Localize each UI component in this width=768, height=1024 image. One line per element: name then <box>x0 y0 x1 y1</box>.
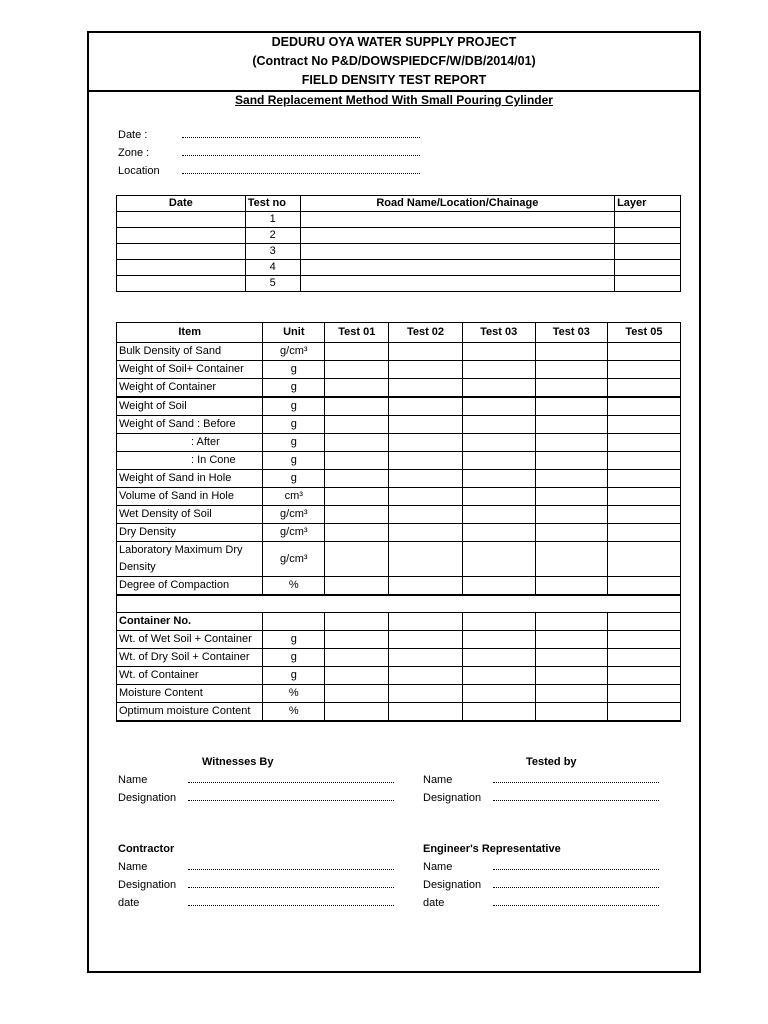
result-cell <box>325 361 389 379</box>
unit-cell: g <box>263 379 325 398</box>
result-cell <box>607 397 680 416</box>
table-row <box>117 667 681 685</box>
table-row <box>117 361 681 379</box>
item-cell: Wet Density of Soil <box>117 506 263 524</box>
location-fill-line <box>182 165 420 174</box>
item-cell: Weight of Soil+ Container <box>117 361 263 379</box>
date-fill-line <box>188 897 394 906</box>
result-cell <box>462 379 535 398</box>
designation-fill-line <box>493 879 659 888</box>
date-label: date <box>118 897 140 909</box>
layer-cell <box>615 212 681 228</box>
contractor-title: Contractor <box>118 843 175 855</box>
tested-by-title: Tested by <box>526 756 577 768</box>
name-label: Name <box>423 774 453 786</box>
result-cell <box>607 343 680 361</box>
road-cell <box>300 228 614 244</box>
report-header <box>87 31 701 92</box>
empty-cell <box>325 613 389 631</box>
result-cell <box>325 434 389 452</box>
empty-cell <box>263 613 325 631</box>
result-cell <box>607 361 680 379</box>
unit-cell: g <box>263 416 325 434</box>
result-cell <box>462 452 535 470</box>
result-cell <box>462 361 535 379</box>
witnesses-block <box>118 753 394 807</box>
designation-label: Designation <box>118 792 177 804</box>
item-cell: Weight of Soil <box>117 397 263 416</box>
unit-cell: g/cm³ <box>263 343 325 361</box>
result-cell <box>535 434 607 452</box>
table-row <box>117 276 681 292</box>
table-row <box>117 343 681 361</box>
result-cell <box>389 434 462 452</box>
unit-cell: g <box>263 631 325 649</box>
table-row <box>117 212 681 228</box>
result-cell <box>535 667 607 685</box>
table-row <box>117 379 681 398</box>
result-cell <box>535 524 607 542</box>
item-cell: Weight of Container <box>117 379 263 398</box>
result-cell <box>607 649 680 667</box>
result-cell <box>607 703 680 722</box>
unit-cell: g/cm³ <box>263 506 325 524</box>
road-cell <box>300 244 614 260</box>
col-header-test-03b: Test 03 <box>535 323 607 343</box>
result-cell <box>607 488 680 506</box>
name-fill-line <box>188 774 394 783</box>
table-row <box>117 452 681 470</box>
result-cell <box>325 631 389 649</box>
table-header-row <box>117 323 681 343</box>
name-label: Name <box>118 861 148 873</box>
name-label: Name <box>423 861 453 873</box>
result-cell <box>389 703 462 722</box>
test-location-table <box>116 195 681 292</box>
result-cell <box>389 416 462 434</box>
date-label: Date : <box>118 129 148 141</box>
table-row <box>117 703 681 722</box>
col-header-test-03: Test 03 <box>462 323 535 343</box>
result-cell <box>607 667 680 685</box>
result-cell <box>607 524 680 542</box>
result-cell <box>607 542 680 577</box>
result-cell <box>462 703 535 722</box>
table-row <box>117 260 681 276</box>
result-cell <box>325 506 389 524</box>
result-cell <box>325 542 389 577</box>
result-cell <box>535 416 607 434</box>
date-cell <box>117 276 246 292</box>
item-cell: Moisture Content <box>117 685 263 703</box>
result-cell <box>325 524 389 542</box>
table-row <box>117 506 681 524</box>
unit-cell: g <box>263 649 325 667</box>
result-cell <box>535 452 607 470</box>
col-header-layer: Layer <box>615 196 681 212</box>
result-cell <box>462 434 535 452</box>
result-cell <box>325 397 389 416</box>
test-no-cell: 3 <box>245 244 300 260</box>
unit-cell: g <box>263 452 325 470</box>
result-cell <box>607 416 680 434</box>
result-cell <box>389 379 462 398</box>
result-cell <box>535 379 607 398</box>
road-cell <box>300 260 614 276</box>
result-cell <box>389 685 462 703</box>
result-cell <box>325 703 389 722</box>
item-cell: : After <box>117 434 263 452</box>
road-cell <box>300 276 614 292</box>
layer-cell <box>615 260 681 276</box>
col-header-item: Item <box>117 323 263 343</box>
table-row <box>117 649 681 667</box>
layer-cell <box>615 276 681 292</box>
table-header-row <box>117 196 681 212</box>
name-fill-line <box>493 861 659 870</box>
report-title: FIELD DENSITY TEST REPORT <box>301 73 487 87</box>
result-cell <box>325 488 389 506</box>
item-cell: Weight of Sand : Before <box>117 416 263 434</box>
empty-cell <box>462 613 535 631</box>
col-header-test-05: Test 05 <box>607 323 680 343</box>
unit-cell: % <box>263 577 325 596</box>
unit-cell: g <box>263 470 325 488</box>
table-row <box>117 434 681 452</box>
layer-cell <box>615 228 681 244</box>
col-header-test-02: Test 02 <box>389 323 462 343</box>
item-cell: Wt. of Wet Soil + Container <box>117 631 263 649</box>
result-cell <box>535 685 607 703</box>
location-field <box>118 165 420 177</box>
result-cell <box>462 343 535 361</box>
col-header-road: Road Name/Location/Chainage <box>300 196 614 212</box>
result-cell <box>389 667 462 685</box>
table-row <box>117 470 681 488</box>
table-row <box>117 228 681 244</box>
zone-field <box>118 147 420 159</box>
result-cell <box>389 452 462 470</box>
table-row <box>117 524 681 542</box>
result-cell <box>535 631 607 649</box>
item-cell: Optimum moisture Content <box>117 703 263 722</box>
unit-cell: g/cm³ <box>263 524 325 542</box>
result-cell <box>462 685 535 703</box>
result-cell <box>462 397 535 416</box>
result-cell <box>389 649 462 667</box>
result-cell <box>462 416 535 434</box>
table-row <box>117 397 681 416</box>
empty-cell <box>389 613 462 631</box>
result-cell <box>325 343 389 361</box>
result-cell <box>607 631 680 649</box>
date-cell <box>117 228 246 244</box>
item-cell: Dry Density <box>117 524 263 542</box>
test-no-cell: 4 <box>245 260 300 276</box>
road-cell <box>300 212 614 228</box>
item-cell: Wt. of Dry Soil + Container <box>117 649 263 667</box>
result-cell <box>389 506 462 524</box>
result-cell <box>462 649 535 667</box>
result-cell <box>607 379 680 398</box>
spacer-row <box>117 595 681 613</box>
date-fill-line <box>182 129 420 138</box>
empty-cell <box>535 613 607 631</box>
result-cell <box>325 379 389 398</box>
result-cell <box>462 577 535 596</box>
result-cell <box>607 434 680 452</box>
result-cell <box>462 631 535 649</box>
table-row <box>117 416 681 434</box>
col-header-date: Date <box>117 196 246 212</box>
table-row <box>117 488 681 506</box>
method-subtitle: Sand Replacement Method With Small Pouring Cylinder <box>235 93 553 107</box>
result-cell <box>607 506 680 524</box>
result-cell <box>535 488 607 506</box>
project-title: DEDURU OYA WATER SUPPLY PROJECT <box>271 35 517 49</box>
result-cell <box>535 542 607 577</box>
zone-label: Zone : <box>118 147 150 159</box>
item-cell: Laboratory Maximum Dry Density <box>117 542 263 577</box>
result-cell <box>389 542 462 577</box>
contractor-block <box>118 840 394 912</box>
col-header-unit: Unit <box>263 323 325 343</box>
table-row <box>117 542 681 577</box>
result-cell <box>535 577 607 596</box>
date-cell <box>117 260 246 276</box>
layer-cell <box>615 244 681 260</box>
result-cell <box>325 416 389 434</box>
table-row <box>117 577 681 596</box>
unit-cell: g <box>263 434 325 452</box>
empty-cell <box>607 613 680 631</box>
item-cell: Volume of Sand in Hole <box>117 488 263 506</box>
result-cell <box>535 649 607 667</box>
contract-number: (Contract No P&D/DOWSPIEDCF/W/DB/2014/01) <box>252 54 536 68</box>
result-cell <box>535 506 607 524</box>
item-cell: Weight of Sand in Hole <box>117 470 263 488</box>
tested-by-block <box>423 753 659 807</box>
unit-cell: g/cm³ <box>263 542 325 577</box>
item-cell: Bulk Density of Sand <box>117 343 263 361</box>
engineer-title: Engineer's Representative <box>423 843 561 855</box>
name-fill-line <box>493 774 659 783</box>
designation-label: Designation <box>423 792 482 804</box>
unit-cell: cm³ <box>263 488 325 506</box>
designation-fill-line <box>493 792 659 801</box>
unit-cell: g <box>263 667 325 685</box>
result-cell <box>389 488 462 506</box>
test-no-cell: 5 <box>245 276 300 292</box>
result-cell <box>389 343 462 361</box>
designation-label: Designation <box>423 879 482 891</box>
name-fill-line <box>188 861 394 870</box>
result-cell <box>535 470 607 488</box>
result-cell <box>325 685 389 703</box>
date-fill-line <box>493 897 659 906</box>
container-header-row <box>117 613 681 631</box>
result-cell <box>462 667 535 685</box>
result-cell <box>325 452 389 470</box>
result-cell <box>389 361 462 379</box>
designation-label: Designation <box>118 879 177 891</box>
location-label: Location <box>118 165 160 177</box>
result-cell <box>389 577 462 596</box>
date-cell <box>117 244 246 260</box>
date-field <box>118 129 420 141</box>
table-row <box>117 631 681 649</box>
density-test-table <box>116 322 681 722</box>
unit-cell: g <box>263 361 325 379</box>
item-cell: : In Cone <box>117 452 263 470</box>
date-label: date <box>423 897 445 909</box>
result-cell <box>389 524 462 542</box>
engineer-block <box>423 840 659 912</box>
table-row <box>117 244 681 260</box>
item-cell: Degree of Compaction <box>117 577 263 596</box>
result-cell <box>462 524 535 542</box>
name-label: Name <box>118 774 148 786</box>
result-cell <box>462 488 535 506</box>
result-cell <box>462 470 535 488</box>
result-cell <box>607 685 680 703</box>
result-cell <box>462 506 535 524</box>
test-no-cell: 2 <box>245 228 300 244</box>
designation-fill-line <box>188 792 394 801</box>
result-cell <box>389 397 462 416</box>
container-no-label: Container No. <box>117 613 263 631</box>
result-cell <box>607 470 680 488</box>
col-header-test-01: Test 01 <box>325 323 389 343</box>
result-cell <box>535 343 607 361</box>
unit-cell: g <box>263 397 325 416</box>
result-cell <box>325 577 389 596</box>
table-row <box>117 685 681 703</box>
result-cell <box>607 577 680 596</box>
zone-fill-line <box>182 147 420 156</box>
col-header-test-no: Test no <box>245 196 300 212</box>
result-cell <box>462 542 535 577</box>
unit-cell: % <box>263 685 325 703</box>
result-cell <box>325 649 389 667</box>
result-cell <box>535 703 607 722</box>
witnesses-title: Witnesses By <box>202 756 274 768</box>
result-cell <box>535 397 607 416</box>
result-cell <box>607 452 680 470</box>
result-cell <box>389 631 462 649</box>
result-cell <box>325 470 389 488</box>
designation-fill-line <box>188 879 394 888</box>
unit-cell: % <box>263 703 325 722</box>
date-cell <box>117 212 246 228</box>
result-cell <box>535 361 607 379</box>
test-no-cell: 1 <box>245 212 300 228</box>
item-cell: Wt. of Container <box>117 667 263 685</box>
result-cell <box>389 470 462 488</box>
result-cell <box>325 667 389 685</box>
